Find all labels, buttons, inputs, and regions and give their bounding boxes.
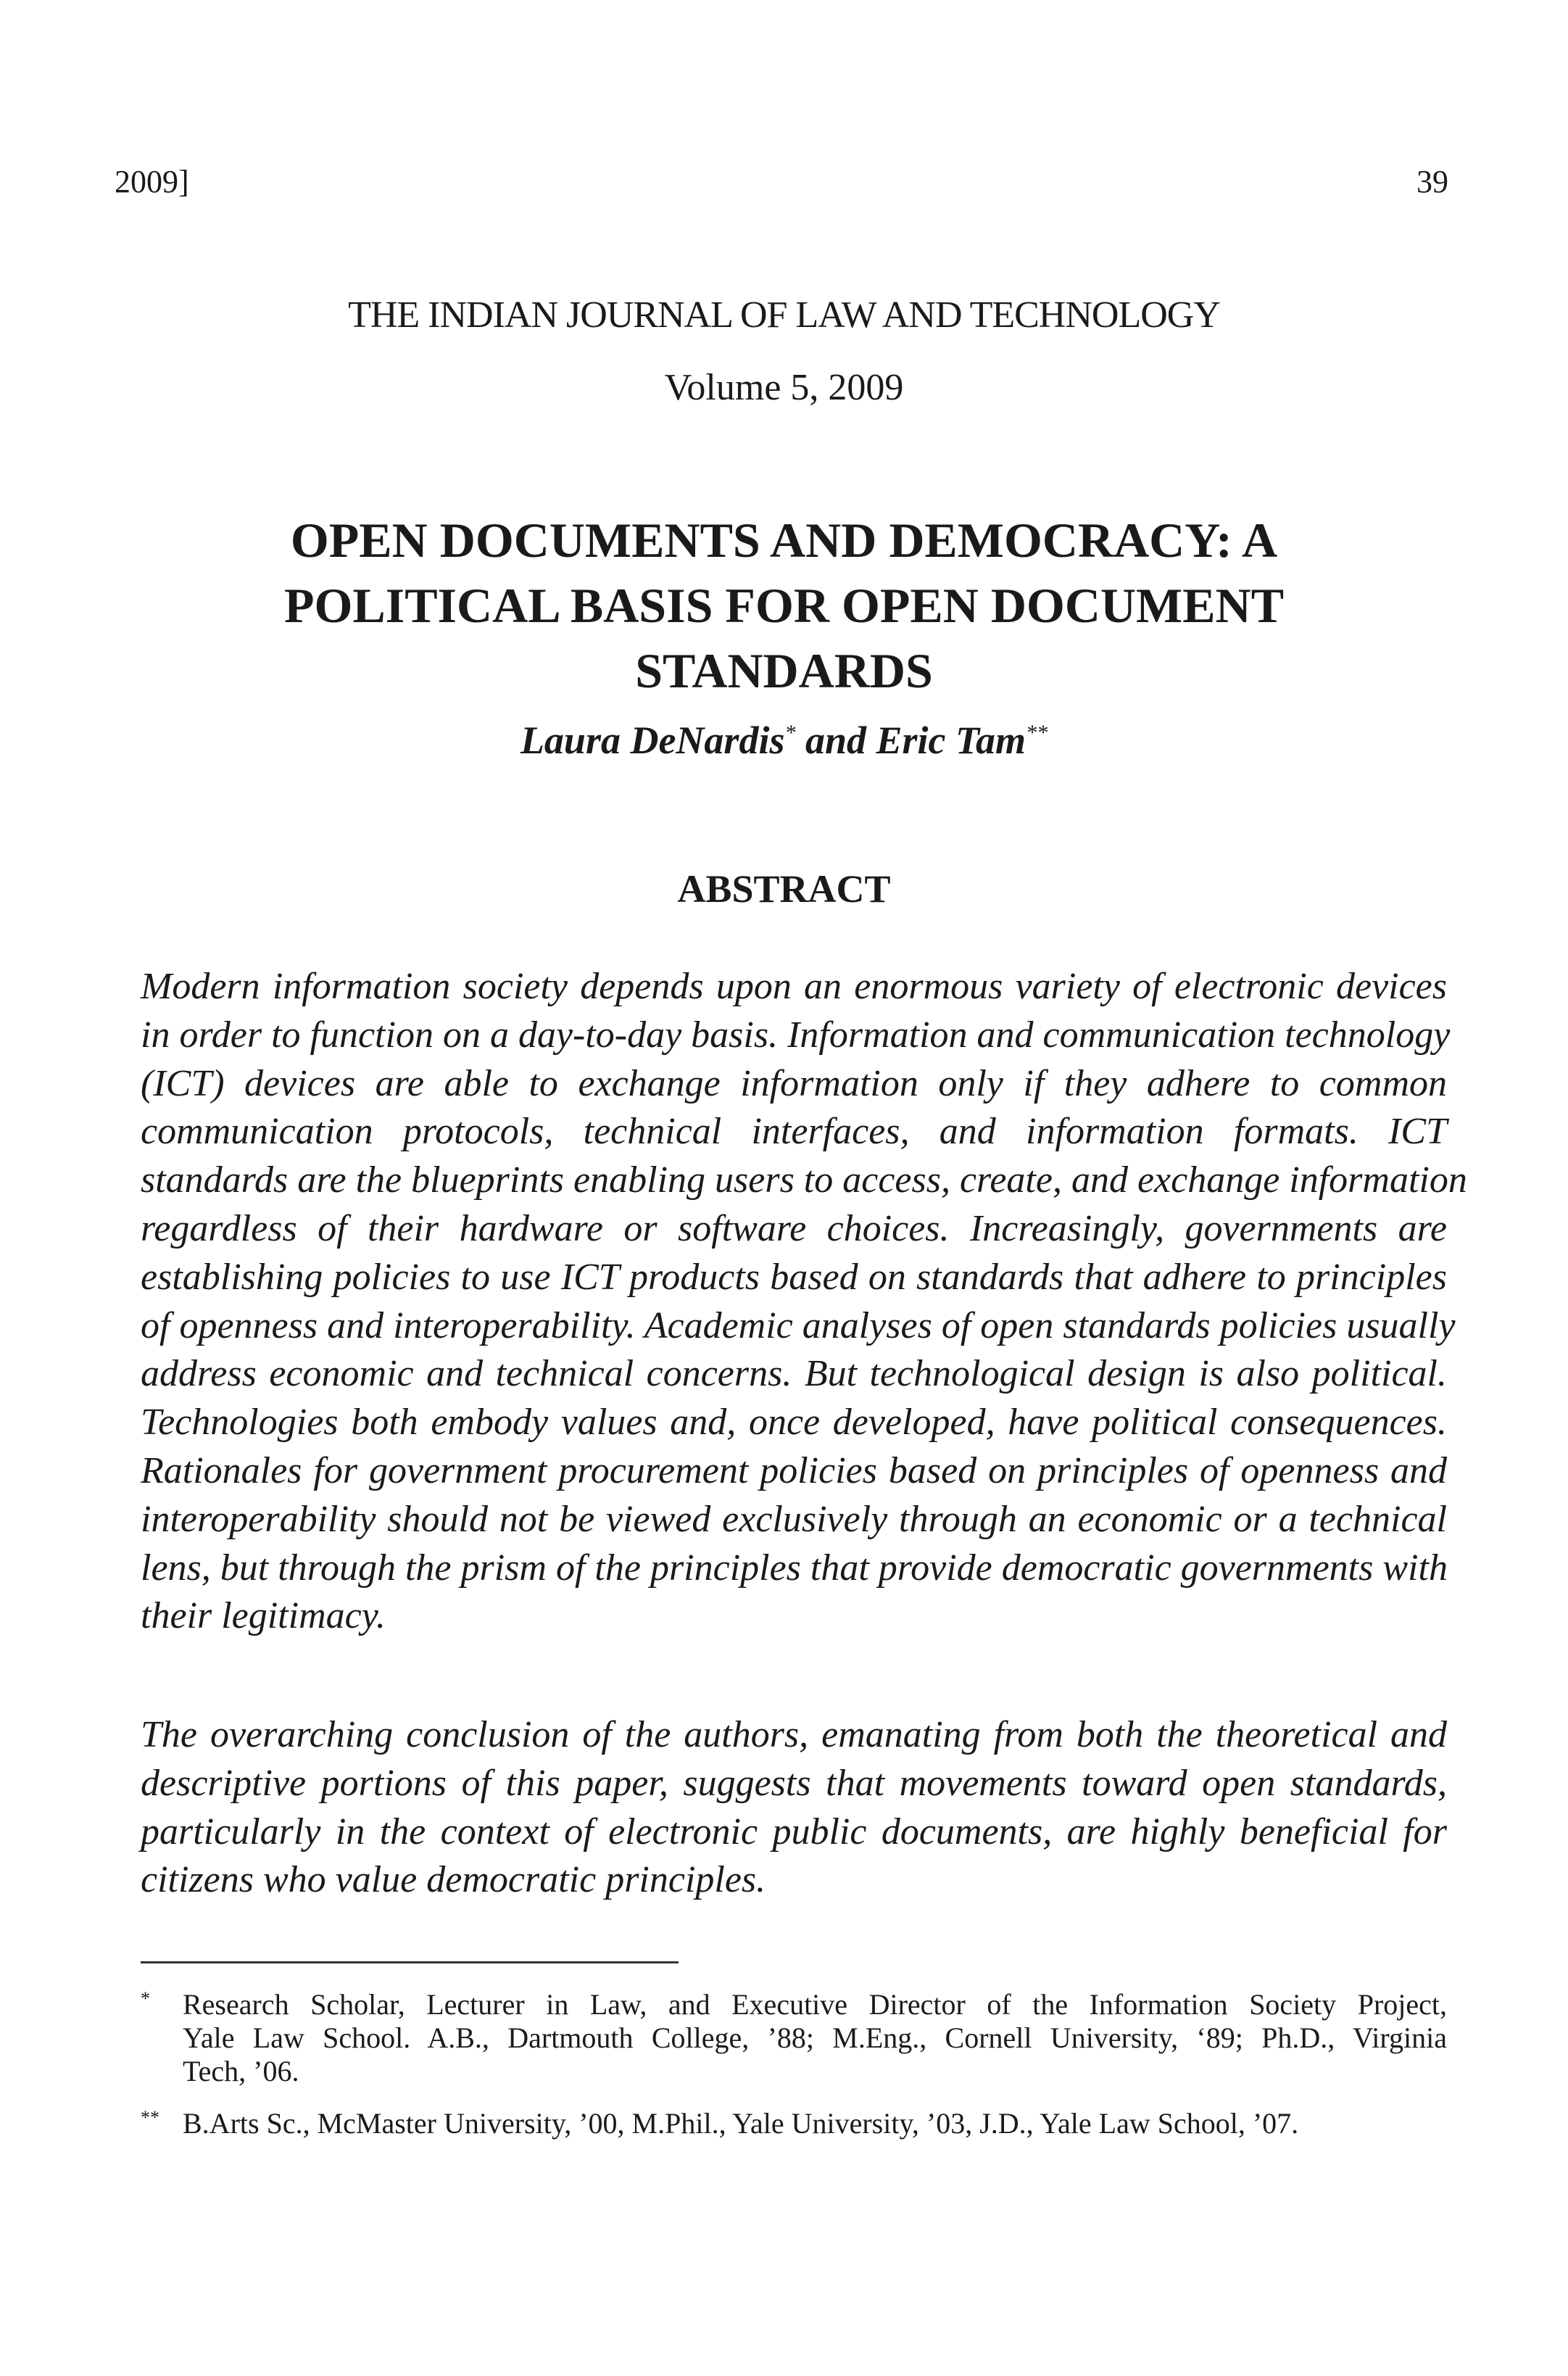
footnote-1 (141, 1988, 1447, 2088)
footnote-mark: ** (141, 2107, 159, 2128)
text-line: citizens who value democratic principles. (141, 1859, 766, 1901)
footnote-divider (141, 1961, 679, 1963)
text-line: interoperability should not be viewed exclusively through an economic or a technical (141, 1498, 1447, 1540)
text-line: lens, but through the prism of the principles that provide democratic governments with (141, 1547, 1448, 1589)
abstract-paragraph-1 (141, 963, 1467, 1641)
text-line: in order to function on a day-to-day basis. Information and communication technology (141, 1014, 1451, 1056)
footnote-mark: * (784, 721, 796, 745)
running-head-year: 2009] (115, 164, 189, 199)
text-line: their legitimacy. (141, 1595, 386, 1637)
author-name: Laura DeNardis (520, 719, 785, 762)
text-line: standards are the blueprints enabling users to access, create, and exchange information (141, 1159, 1467, 1201)
text-line: B.Arts Sc., McMaster University, ’00, M.Phil., Yale University, ’03, J.D., Yale Law School, ’07. (183, 2107, 1299, 2140)
article-title (0, 508, 1568, 703)
text-line: establishing policies to use ICT products based on standards that adhere to principles (141, 1256, 1447, 1298)
author-conjunction: and (805, 719, 867, 762)
footnote-mark: * (141, 1988, 150, 2009)
title-line: OPEN DOCUMENTS AND DEMOCRACY: A (290, 513, 1278, 568)
text-line: Modern information society depends upon an enormous variety of electronic devices (141, 966, 1447, 1007)
authors (0, 718, 1568, 763)
footnote-2 (141, 2107, 1447, 2140)
text-line: (ICT) devices are able to exchange information only if they adhere to common (141, 1062, 1447, 1104)
journal-volume: Volume 5, 2009 (664, 367, 904, 408)
text-line: of openness and interoperability. Academic analyses of open standards policies usually (141, 1304, 1456, 1346)
text-line: descriptive portions of this paper, suggests that movements toward open standards, (141, 1762, 1447, 1804)
journal-name: THE INDIAN JOURNAL OF LAW AND TECHNOLOGY (348, 294, 1220, 336)
text-line: The overarching conclusion of the authors, emanating from both the theoretical and (141, 1714, 1447, 1755)
text-line: particularly in the context of electronic public documents, are highly beneficial for (141, 1810, 1447, 1853)
text-line: address economic and technical concerns. But technological design is also political. (141, 1353, 1447, 1395)
title-line: STANDARDS (635, 643, 933, 698)
abstract-paragraph-2 (141, 1711, 1447, 1905)
author-name: Eric Tam (876, 719, 1026, 762)
footnote-mark: ** (1026, 721, 1048, 745)
page-number: 39 (1416, 164, 1448, 199)
text-line: Research Scholar, Lecturer in Law, and Executive Director of the Information Society Project, (183, 1988, 1447, 2021)
text-line: communication protocols, technical interfaces, and information formats. ICT (141, 1111, 1447, 1153)
text-line: Technologies both embody values and, once developed, have political consequences. (141, 1402, 1447, 1444)
text-line: Yale Law School. A.B., Dartmouth College, ’88; M.Eng., Cornell University, ‘89; Ph.D., Virginia (183, 2021, 1447, 2054)
abstract-heading: ABSTRACT (677, 867, 891, 911)
text-line: Rationales for government procurement policies based on principles of openness and (141, 1449, 1447, 1491)
title-line: POLITICAL BASIS FOR OPEN DOCUMENT (283, 578, 1285, 633)
text-line: regardless of their hardware or software choices. Increasingly, governments are (141, 1207, 1447, 1249)
text-line: Tech, ’06. (183, 2055, 299, 2087)
